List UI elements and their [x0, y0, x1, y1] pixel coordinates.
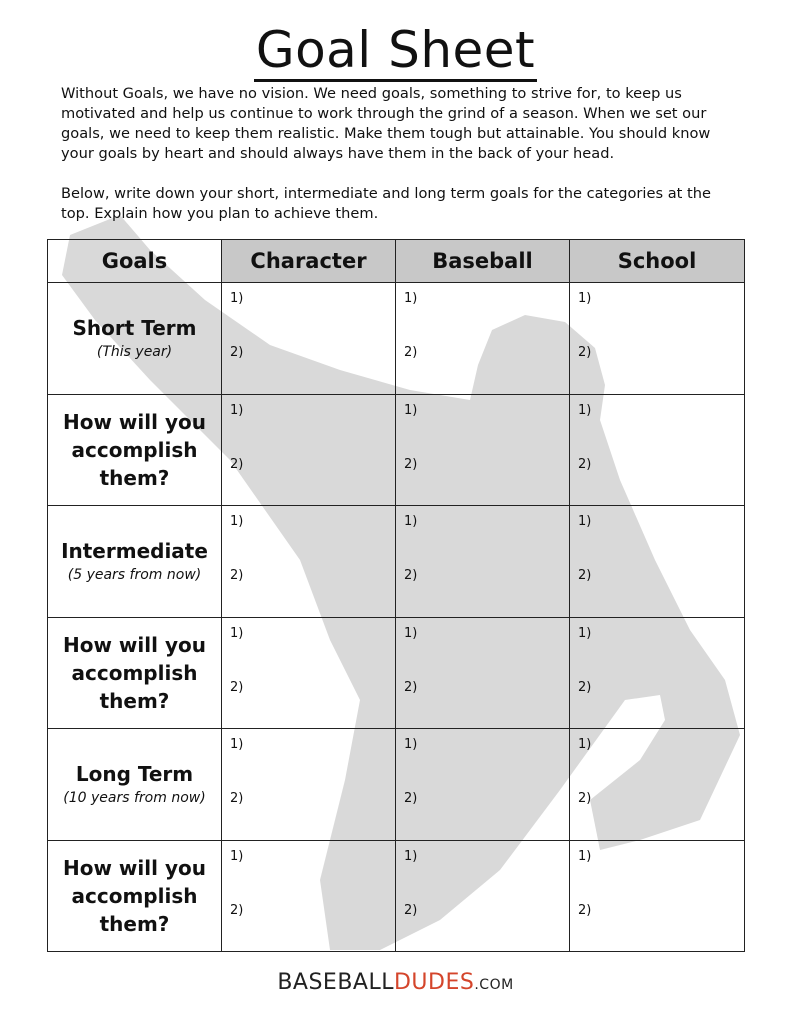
table-row: [48, 394, 745, 506]
row-label-title: Long Term: [75, 762, 194, 787]
item-number-1: 1): [230, 848, 244, 864]
goal-cell-character[interactable]: [222, 506, 396, 618]
header-character: Character: [222, 240, 396, 283]
table-row: [48, 617, 745, 729]
item-number-1: 1): [404, 737, 418, 752]
goal-cell-character[interactable]: [222, 394, 396, 506]
item-number-2: 2): [578, 791, 592, 806]
item-number-1: 1): [230, 737, 244, 752]
table-header-row: [48, 240, 745, 283]
goal-cell-school[interactable]: [570, 617, 745, 729]
item-number-2: 2): [404, 791, 418, 806]
item-number-2: 2): [578, 568, 592, 583]
goal-cell-character[interactable]: [222, 840, 396, 952]
goal-cell-school[interactable]: [570, 729, 745, 841]
item-number-2: 2): [578, 679, 592, 695]
item-number-2: 2): [404, 345, 418, 360]
table-row: [48, 283, 745, 395]
row-label: [48, 617, 222, 729]
item-number-1: 1): [404, 402, 418, 418]
item-number-2: 2): [230, 345, 244, 360]
item-number-1: 1): [230, 625, 244, 641]
header-school: School: [570, 240, 745, 283]
item-number-2: 2): [578, 345, 592, 360]
row-label-title: Short Term: [72, 316, 197, 341]
row-label-title: How will you accomplish them?: [63, 632, 206, 713]
item-number-1: 1): [578, 625, 592, 641]
goal-cell-baseball[interactable]: [396, 840, 570, 952]
item-number-2: 2): [404, 568, 418, 583]
goals-table: [47, 239, 745, 952]
row-label-subtitle: (This year): [96, 344, 173, 361]
row-label-title: Intermediate: [61, 539, 208, 564]
item-number-2: 2): [230, 568, 244, 583]
row-label: [48, 283, 222, 395]
logo-part-baseball: BASEBALL: [277, 970, 394, 995]
header-baseball: Baseball: [396, 240, 570, 283]
item-number-1: 1): [578, 737, 592, 752]
item-number-1: 1): [230, 514, 244, 529]
item-number-1: 1): [404, 848, 418, 864]
row-label-subtitle: (5 years from now): [67, 567, 202, 584]
goal-cell-character[interactable]: [222, 729, 396, 841]
row-label: [48, 840, 222, 952]
row-label: [48, 729, 222, 841]
goal-cell-character[interactable]: [222, 283, 396, 395]
table-row: [48, 840, 745, 952]
table-row: [48, 729, 745, 841]
item-number-2: 2): [578, 456, 592, 472]
goal-cell-baseball[interactable]: [396, 283, 570, 395]
item-number-1: 1): [578, 291, 592, 306]
item-number-1: 1): [230, 402, 244, 418]
item-number-1: 1): [230, 291, 244, 306]
item-number-2: 2): [578, 902, 592, 918]
goal-cell-school[interactable]: [570, 394, 745, 506]
logo-part-com: .COM: [474, 977, 514, 993]
header-goals: Goals: [48, 240, 222, 283]
logo-part-dudes: DUDES: [393, 970, 475, 995]
goal-cell-school[interactable]: [570, 840, 745, 952]
goal-cell-baseball[interactable]: [396, 394, 570, 506]
item-number-1: 1): [578, 402, 592, 418]
item-number-2: 2): [230, 902, 244, 918]
item-number-2: 2): [404, 679, 418, 695]
item-number-1: 1): [404, 625, 418, 641]
goal-cell-baseball[interactable]: [396, 729, 570, 841]
item-number-1: 1): [578, 848, 592, 864]
row-label-title: How will you accomplish them?: [63, 855, 206, 936]
instructions-paragraph: Below, write down your short, intermediate and long term goals for the categories at the top. Explain how you plan to achieve them.: [61, 185, 711, 222]
row-label-subtitle: (10 years from now): [63, 790, 206, 807]
item-number-2: 2): [404, 902, 418, 918]
goal-cell-character[interactable]: [222, 617, 396, 729]
item-number-2: 2): [404, 456, 418, 472]
goal-cell-baseball[interactable]: [396, 506, 570, 618]
row-label: [48, 506, 222, 618]
item-number-1: 1): [404, 514, 418, 529]
goal-cell-baseball[interactable]: [396, 617, 570, 729]
intro-paragraph: Without Goals, we have no vision. We need goals, something to strive for, to keep us motivated and help us continue to work through the grind of a season. When we set our goals, we need to keep them realistic. Make them tough but attainable. You should know your goals by heart and should always have them in the back of your head.: [61, 85, 711, 162]
footer-logo: [0, 970, 791, 995]
row-label: [48, 394, 222, 506]
row-label-title: How will you accomplish them?: [63, 409, 206, 490]
item-number-1: 1): [578, 514, 592, 529]
goal-cell-school[interactable]: [570, 283, 745, 395]
table-row: [48, 506, 745, 618]
page-title: Goal Sheet: [0, 20, 791, 80]
goal-cell-school[interactable]: [570, 506, 745, 618]
item-number-2: 2): [230, 791, 244, 806]
item-number-2: 2): [230, 456, 244, 472]
item-number-2: 2): [230, 679, 244, 695]
item-number-1: 1): [404, 291, 418, 306]
